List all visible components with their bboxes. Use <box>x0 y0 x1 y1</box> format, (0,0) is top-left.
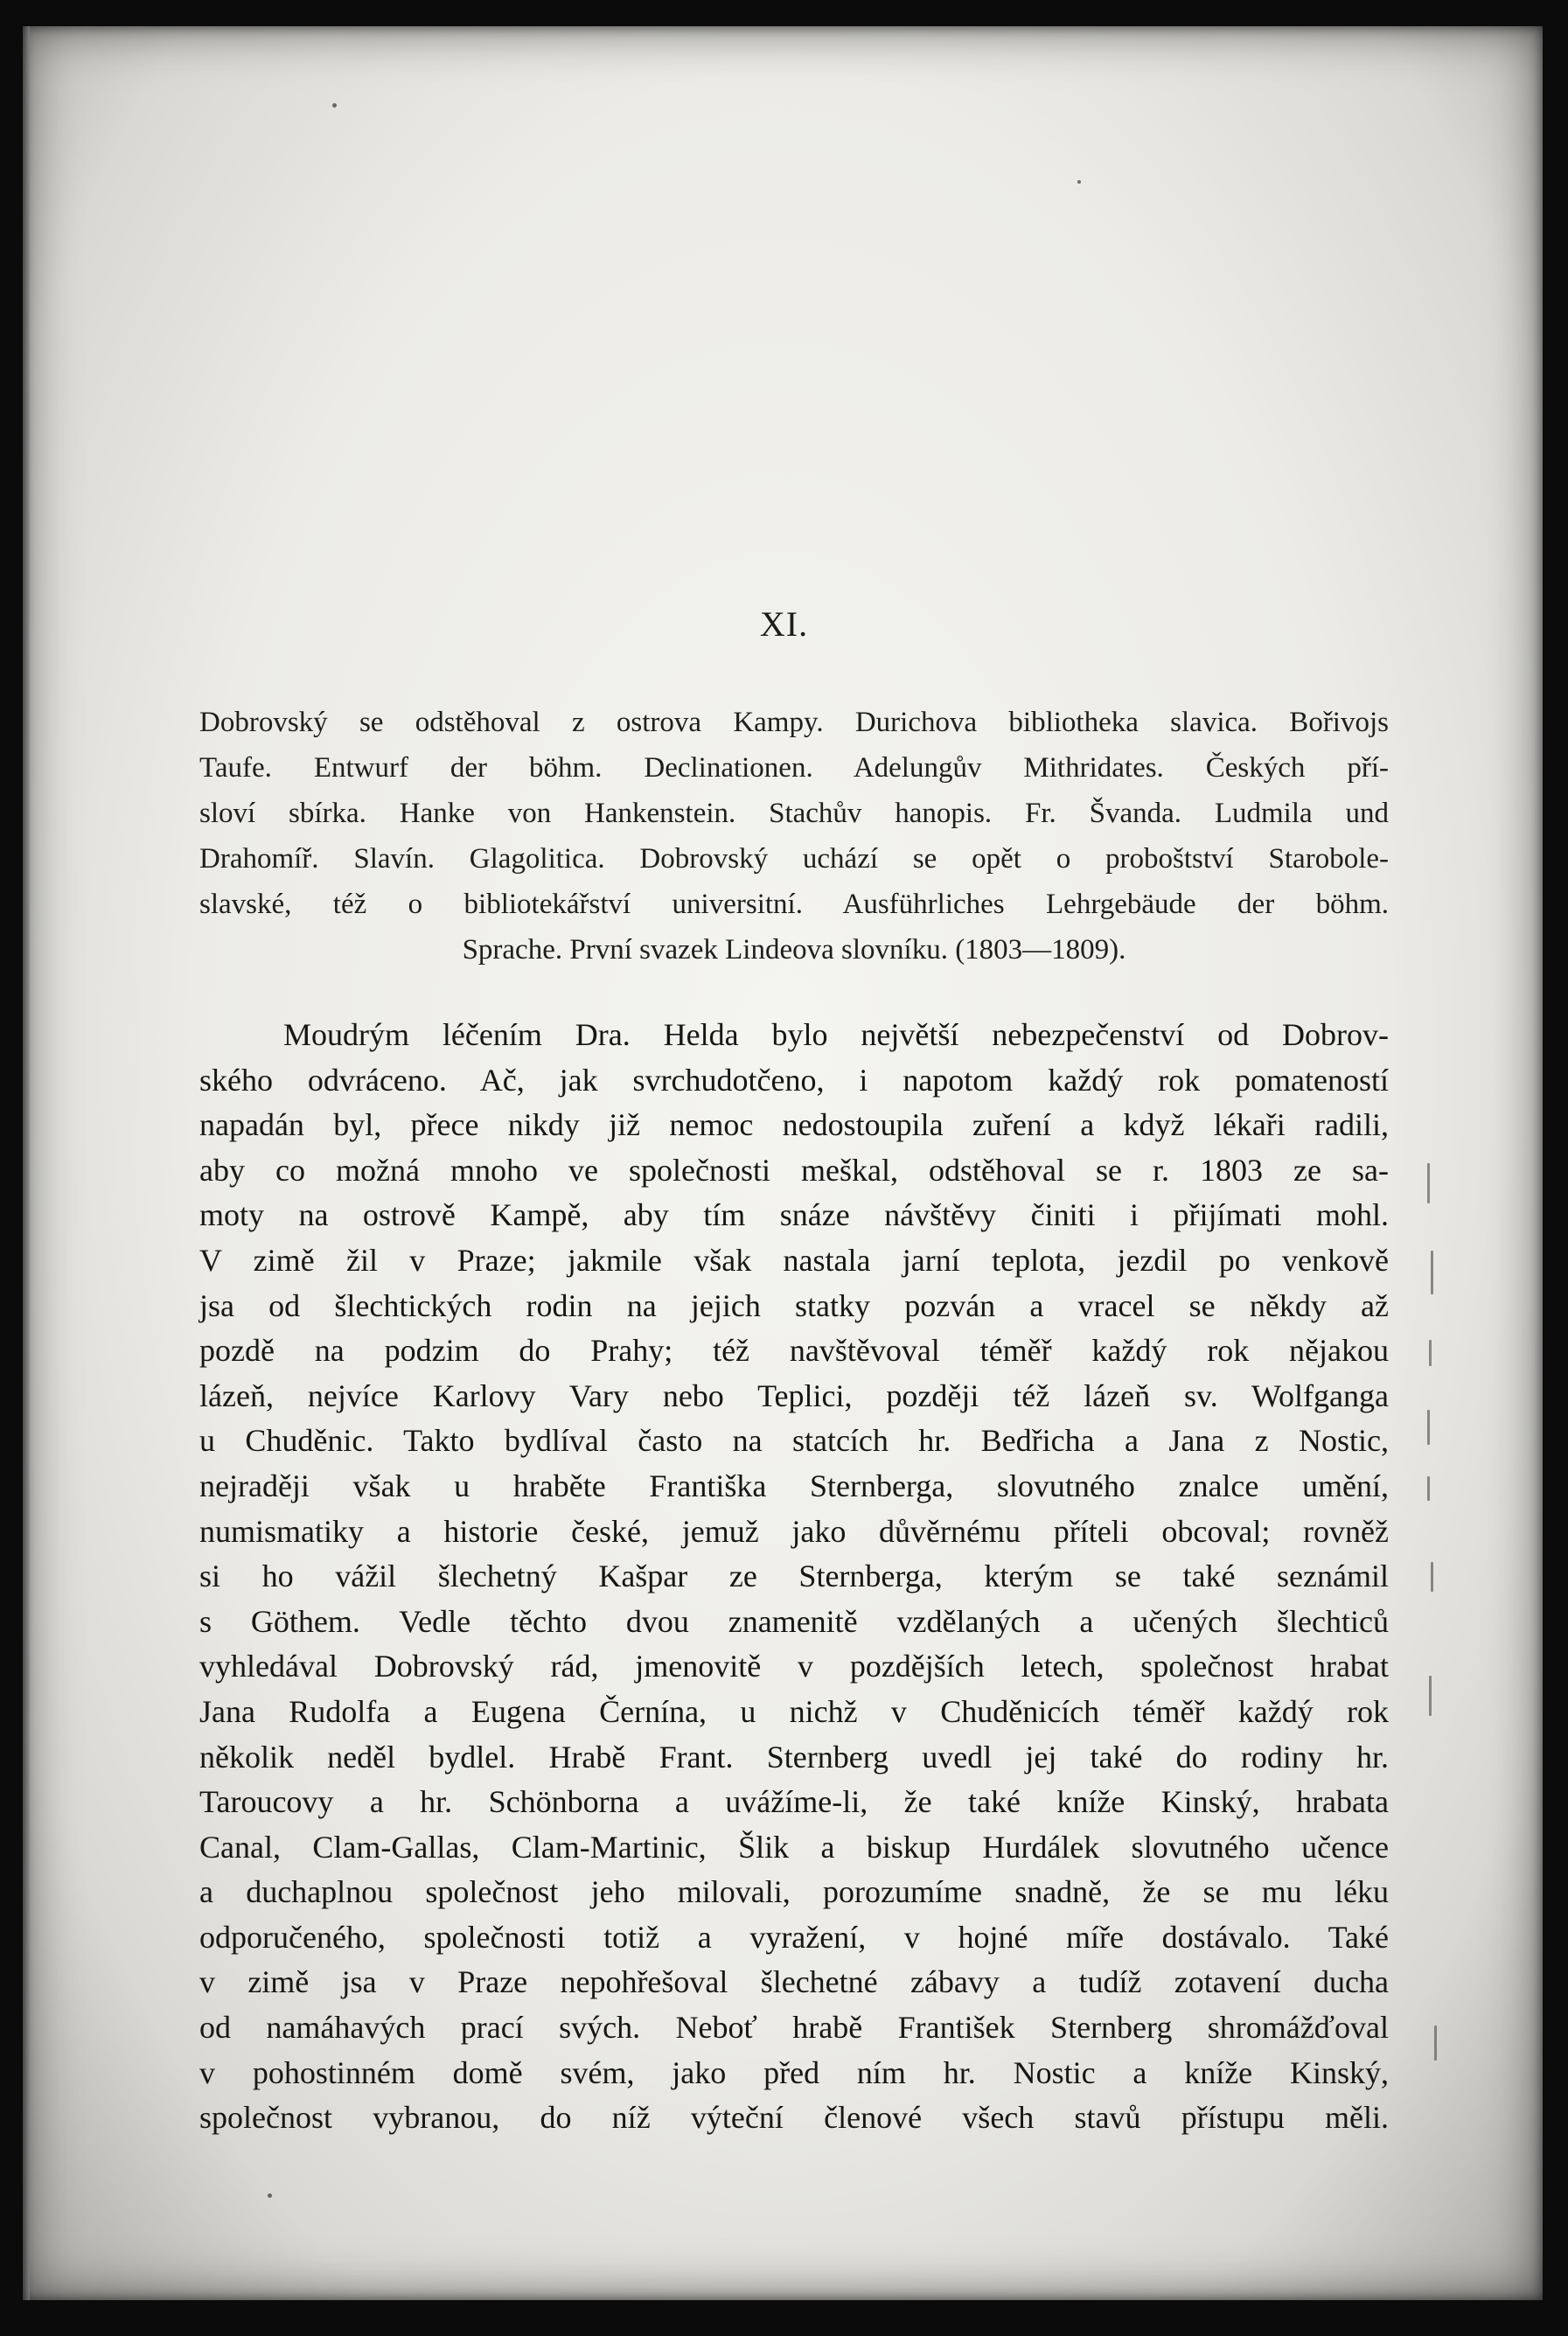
margin-mark <box>1431 1251 1433 1294</box>
margin-mark <box>1429 1340 1432 1366</box>
body-line: jsa od šlechtických rodin na jejich statky pozván a vracel se někdy až <box>199 1287 1389 1323</box>
summary-line: Dobrovský se odstěhoval z ostrova Kampy. Durichova bibliotheka slavica. Bořivojs <box>199 707 1389 738</box>
body-line: Taroucovy a hr. Schönborna a uvážíme-li, že také kníže Kinský, hrabata <box>199 1784 1389 1820</box>
body-line: V zimě žil v Praze; jakmile však nastala jarní teplota, jezdil po venkově <box>199 1242 1389 1278</box>
body-line: v zimě jsa v Praze nepohřešoval šlechetné zábavy a tudíž zotavení ducha <box>199 1964 1389 2000</box>
body-line: Jana Rudolfa a Eugena Černína, u nichž v Chuděnicích téměř každý rok <box>199 1693 1389 1729</box>
summary-line: sloví sbírka. Hanke von Hankenstein. Stachův hanopis. Fr. Švanda. Ludmila und <box>199 798 1389 829</box>
body-line: numismatiky a historie české, jemuž jako důvěrnému příteli obcoval; rovněž <box>199 1513 1389 1549</box>
body-line: Canal, Clam-Gallas, Clam-Martinic, Šlik a biskup Hurdálek slovutného učence <box>199 1829 1389 1865</box>
body-line: od namáhavých prací svých. Neboť hrabě František Sternberg shromážďoval <box>199 2010 1389 2046</box>
body-paragraph <box>199 1013 1389 2141</box>
body-line: společnost vybranou, do níž výteční členové všech stavů přístupu měli. <box>199 2100 1389 2136</box>
body-line: moty na ostrově Kampě, aby tím snáze návštěvy činiti i přijímati mohl. <box>199 1197 1389 1233</box>
dust-speck <box>332 103 337 108</box>
body-line: vyhledával Dobrovský rád, jmenovitě v pozdějších letech, společnost hrabat <box>199 1649 1389 1684</box>
body-line: napadán byl, přece nikdy již nemoc nedostoupila zuření a když lékaři radili, <box>199 1107 1389 1143</box>
body-line: nejraději však u hraběte Františka Sternberga, slovutného znalce umění, <box>199 1468 1389 1503</box>
body-line: aby co možná mnoho ve společnosti meškal, odstěhoval se r. 1803 ze sa- <box>199 1152 1389 1188</box>
margin-mark <box>1434 2026 1437 2061</box>
summary-line: slavské, též o bibliotekářství universitní. Ausführliches Lehrgebäude der böhm. <box>199 889 1389 920</box>
margin-mark <box>1427 1163 1430 1203</box>
summary-line: Taufe. Entwurf der böhm. Declinationen. Adelungův Mithridates. Českých pří- <box>199 752 1389 784</box>
chapter-summary <box>199 700 1389 973</box>
body-line: Moudrým léčením Dra. Helda bylo největší nebezpečenství od Dobrov- <box>283 1017 1389 1052</box>
page-gutter-edge <box>23 26 30 2300</box>
body-line: odporučeného, společnosti totiž a vyražení, v hojné míře dostávalo. Také <box>199 1919 1389 1955</box>
chapter-number: XI. <box>759 604 809 644</box>
dust-speck <box>1077 180 1081 184</box>
body-line: a duchaplnou společnost jeho milovali, porozumíme snadně, že se mu léku <box>199 1874 1389 1910</box>
margin-mark <box>1427 1410 1430 1445</box>
body-line: u Chuděnic. Takto bydlíval často na statcích hr. Bedřicha a Jana z Nostic, <box>199 1423 1389 1459</box>
body-line: s Göthem. Vedle těchto dvou znamenitě vzdělaných a učených šlechticů <box>199 1603 1389 1639</box>
dust-speck <box>268 2193 272 2198</box>
body-line: ského odvráceno. Ač, jak svrchudotčeno, i napotom každý rok pomateností <box>199 1062 1389 1098</box>
body-line: lázeň, nejvíce Karlovy Vary nebo Teplici, později též lázeň sv. Wolfganga <box>199 1377 1389 1413</box>
summary-line: Sprache. První svazek Lindeova slovníku. (1803—1809). <box>462 934 1126 966</box>
margin-mark <box>1429 1676 1432 1716</box>
margin-mark <box>1431 1562 1433 1592</box>
body-line: několik neděl bydlel. Hrabě Frant. Sternberg uvedl jej také do rodiny hr. <box>199 1739 1389 1775</box>
body-line: pozdě na podzim do Prahy; též navštěvoval téměř každý rok nějakou <box>199 1333 1389 1369</box>
summary-line: Drahomíř. Slavín. Glagolitica. Dobrovský uchází se opět o proboštství Starobole- <box>199 843 1389 875</box>
body-line: si ho vážil šlechetný Kašpar ze Sternberga, kterým se také seznámil <box>199 1558 1389 1594</box>
margin-mark <box>1427 1476 1430 1501</box>
body-line: v pohostinném domě svém, jako před ním hr. Nostic a kníže Kinský, <box>199 2054 1389 2090</box>
